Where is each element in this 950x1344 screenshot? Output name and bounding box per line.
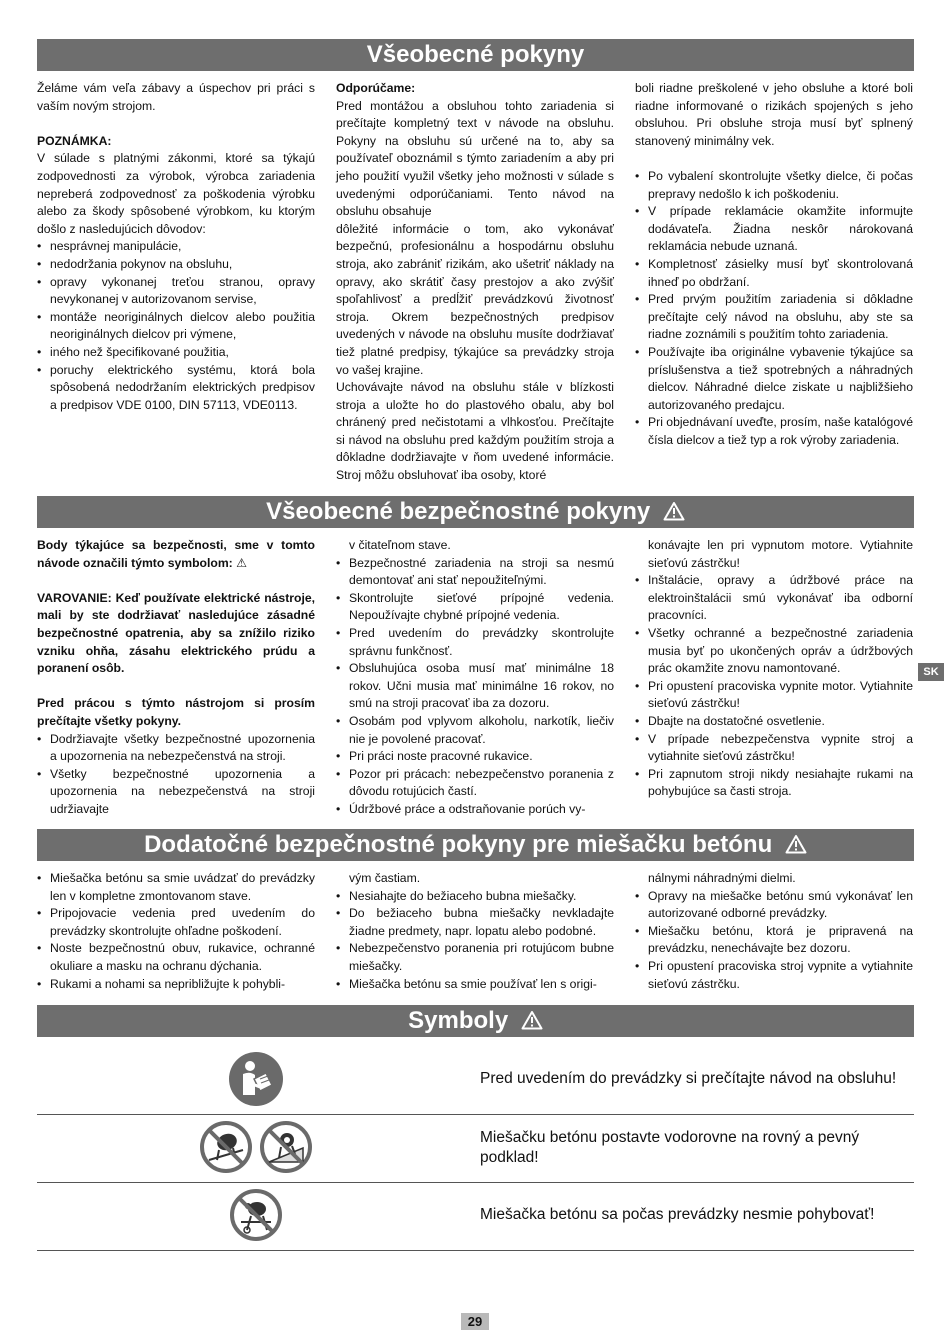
page-number: 29: [461, 1313, 489, 1330]
safety-col2-list: [336, 555, 614, 819]
list-item: • nedodržania pokynov na obsluhu,: [37, 256, 315, 274]
safety-warning-paragraph: VAROVANIE: Keď používate elektrické nástroje, mali by ste dodržiavať nasledujúce zásadné bezpečnostné opatrenia, aby sa znížilo riziko vzniku ohňa, zásahu elektrického prúdu a poranení osôb.: [37, 590, 315, 676]
no-tilted-mixer-icon: [199, 1120, 253, 1174]
warning-triangle-icon: [663, 501, 685, 521]
safety-column-1: [37, 537, 315, 819]
list-item: • Všetky bezpečnostné upozornenia a upozornenia na nebezpečenstvá na stroji udržiavajte: [37, 766, 315, 819]
list-item: • Pri opustení pracoviska vypnite motor. Vytiahnite sieťovú zástrčku!: [635, 678, 913, 713]
recommend-heading: Odporúčame:: [336, 81, 416, 95]
list-item: • Dbajte na dostatočné osvetlenie.: [635, 713, 913, 731]
general-column-3: [635, 80, 913, 449]
list-item: • Pred prvým použitím zariadenia si dôkladne prečítajte celý návod na obsluhu, aby ste sa riadne zoznámili s použitím tohto zariadenia.: [635, 291, 913, 344]
list-item: • opravy vykonanej treťou stranou, opravy nevykonanej v autorizovanom servise,: [37, 274, 315, 309]
section-title-general: Všeobecné pokyny: [37, 39, 914, 71]
note-heading: POZNÁMKA:: [37, 133, 112, 148]
list-item: • Noste bezpečnostnú obuv, rukavice, ochranné okuliare a masku na ochranu dýchania.: [37, 940, 315, 975]
symbol-row-read-manual: [37, 1045, 914, 1115]
list-item: • Pri opustení pracoviska stroj vypnite a vytiahnite sieťovú zástrčku.: [635, 958, 913, 993]
symbol-text-read-manual: Pred uvedením do prevádzky si prečítajte návod na obsluhu!: [480, 1070, 897, 1087]
list-item: • Skontrolujte sieťové prípojné vedenia. Nepoužívajte chybné prípojné vedenia.: [336, 590, 614, 625]
symbol-row-no-moving: [37, 1183, 914, 1251]
list-item: • Údržbové práce a odstraňovanie porúch vy-: [336, 801, 614, 819]
symbol-text-level-ground: Miešačku betónu postavte vodorovne na rovný a pevný podklad!: [480, 1129, 860, 1166]
recommend-paragraph-2: dôležité informácie o tom, ako vykonávať bezpečnú, profesionálnu a hospodárnu obsluhu stroja, ako zabrániť rizikám, ako ušetriť náklady na opravy, ako skrátiť časy prestojov a ako zvýšiť spoľahlivosť a predĺžiť prevádzkovú životnosť stroja. Okrem bezpečnostných predpisov uvedených v návode na obsluhu musíte dodržiavať tiež platné predpisy, týkajúce sa prevádzky stroja vo vašej krajine.: [336, 221, 614, 377]
list-item: • Miešačku betónu, ktorá je pripravená na prevádzku, nenechávajte bez dozoru.: [635, 923, 913, 958]
list-item: • Pozor pri prácach: nebezpečenstvo poranenia z dôvodu rotujúcich častí.: [336, 766, 614, 801]
list-item: • iného než špecifikované použitia,: [37, 344, 315, 362]
safety-column-3: [635, 537, 913, 801]
list-item: • Osobám pod vplyvom alkoholu, narkotík, liečiv nie je povolené pracovať.: [336, 713, 614, 748]
list-item: • Pripojovacie vedenia pred uvedením do prevádzky skontrolujte ohľadne poškodení.: [37, 905, 315, 940]
list-item: • Všetky ochranné a bezpečnostné zariadenia musia byť po ukončených opráv a údržbových prác okamžite znovu namontované.: [635, 625, 913, 678]
safety-read-instructions: Pred prácou s týmto nástrojom si prosím prečítajte všetky pokyny.: [37, 696, 315, 728]
additional-col2-list: [336, 888, 614, 994]
list-item: • Pred uvedením do prevádzky skontrolujte správnu funkčnosť.: [336, 625, 614, 660]
no-moving-mixer-icon: [229, 1188, 283, 1242]
list-item: • Dodržiavajte všetky bezpečnostné upozornenia a upozornenia na nebezpečenstvá na stroji.: [37, 731, 315, 766]
list-item: • V prípade nebezpečenstva vypnite stroj a vytiahnite sieťovú zástrčku!: [635, 731, 913, 766]
recommend-paragraph-1: Pred montážou a obsluhou tohto zariadenia si prečítajte kompletný text v návode na obsluhu. Pokyny na obsluhu sú určené na to, aby sa používateľ oboznámil s týmto zariadením a aby pri jeho použití využil všetky jeho možnosti v súlade s uvedenými odporúčaniami. Tento návod na obsluhu obsahuje: [336, 98, 614, 219]
symbol-text-no-moving: Miešačka betónu sa počas prevádzky nesmie pohybovať!: [480, 1206, 875, 1223]
list-item: • Pri objednávaní uveďte, prosím, naše katalógové čísla dielcov a tiež typ a rok výroby zariadenia.: [635, 414, 913, 449]
general-col3-list: [635, 168, 913, 450]
general-column-1: [37, 80, 315, 414]
list-item: • Miešačka betónu sa smie používať len s origi-: [336, 976, 614, 994]
general-column-2: [336, 80, 614, 485]
language-tab-sk: SK: [918, 663, 944, 681]
additional-col3-continuation: nálnymi náhradnými dielmi.: [648, 871, 796, 885]
recommend-paragraph-3: Uchovávajte návod na obsluhu stále v blízkosti stroja a uložte ho do plastového obalu, aby bol chránený pred nečistotami a vlhkosťou. Prečítajte si návod na obsluhu pred každým použitím stroja a dôkladne dodržiavajte v ňom uvedené informácie. Stroj môžu obsluhovať iba osoby, ktoré: [336, 380, 614, 483]
additional-column-1: [37, 870, 315, 993]
warning-triangle-icon: [521, 1010, 543, 1030]
additional-col1-list: [37, 870, 315, 993]
safety-col3-continuation: konávajte len pri vypnutom motore. Vytiahnite sieťovú zástrčku!: [648, 538, 913, 570]
note-text: V súlade s platnými zákonmi, ktoré sa týkajú zodpovednosti za výrobok, výrobca zariadenia nepreberá zodpovednosť za poškodenia výrobku alebo za škody spôsobené výrobkom, ku ktorým došlo z nasledujúcich dôvodov:: [37, 151, 315, 236]
divider: [37, 1250, 914, 1251]
general-intro: Želáme vám veľa zábavy a úspechov pri práci s vaším novým strojom.: [37, 81, 315, 113]
read-manual-icon: [228, 1051, 284, 1107]
list-item: • Do bežiaceho bubna miešačky nevkladajte žiadne predmety, napr. lopatu alebo podobné.: [336, 905, 614, 940]
additional-column-2: [336, 870, 614, 993]
symbol-row-level-ground: [37, 1115, 914, 1183]
list-item: • Nebezpečenstvo poranenia pri rotujúcom bubne miešačky.: [336, 940, 614, 975]
list-item: • poruchy elektrického systému, ktorá bola spôsobená nedodržaním elektrických predpisov a predpisov VDE 0100, DIN 57113, VDE0113.: [37, 362, 315, 415]
list-item: • Opravy na miešačke betónu smú vykonávať len autorizované odborné prevádzky.: [635, 888, 913, 923]
list-item: • Používajte iba originálne vybavenie týkajúce sa príslušenstva a tiež spotrebných a náhradných dielcov. Náhradné dielce ziskate u najbližšieho autorizovaného predajcu.: [635, 344, 913, 414]
list-item: • Rukami a nohami sa nepribližujte k pohybli-: [37, 976, 315, 994]
list-item: • Bezpečnostné zariadenia na stroji sa nesmú demontovať ani stať nepoužiteľnými.: [336, 555, 614, 590]
safety-column-2: [336, 537, 614, 819]
note-list: [37, 238, 315, 414]
list-item: • Pri zapnutom stroji nikdy nesiahajte rukami na pohybujúce sa časti stroja.: [635, 766, 913, 801]
general-col3-paragraph: boli riadne preškolené v jeho obsluhe a ktoré boli riadne informované o rizikách spojených s jeho obsluhou. Pri obsluhe stroja musí byť splnený stanovený minimálny vek.: [635, 81, 913, 148]
section-title-symbols: Symboly: [37, 1005, 914, 1037]
list-item: • nesprávnej manipulácie,: [37, 238, 315, 256]
section-title-additional: Dodatočné bezpečnostné pokyny pre miešačku betónu: [37, 829, 914, 861]
safety-col1-list: [37, 731, 315, 819]
warning-triangle-icon: [785, 834, 807, 854]
list-item: • Kompletnosť zásielky musí byť skontrolovaná ihneď po obdržaní.: [635, 256, 913, 291]
no-slope-mixer-icon: [259, 1120, 313, 1174]
safety-col3-list: [635, 572, 913, 801]
list-item: • Nesiahajte do bežiaceho bubna miešačky.: [336, 888, 614, 906]
list-item: • Inštalácie, opravy a údržbové práce na elektroinštalácii smú vykonávať iba odborní pracovníci.: [635, 572, 913, 625]
additional-column-3: [635, 870, 913, 993]
list-item: • Pri práci noste pracovné rukavice.: [336, 748, 614, 766]
list-item: • V prípade reklamácie okamžite informujte dodávateľa. Žiadna neskôr nárokovaná reklamácia nebude uznaná.: [635, 203, 913, 256]
section-title-safety: Všeobecné bezpečnostné pokyny: [37, 496, 914, 528]
list-item: • Obsluhujúca osoba musí mať minimálne 18 rokov. Učni musia mať minimálne 16 rokov, no smú na stroji pracovať iba za dozoru.: [336, 660, 614, 713]
list-item: • montáže neoriginálnych dielcov alebo použitia neoriginálnych dielcov pri výmene,: [37, 309, 315, 344]
safety-symbol-note: Body týkajúce sa bezpečnosti, sme v tomto návode označili týmto symbolom: ⚠: [37, 538, 315, 570]
additional-col2-continuation: vým častiam.: [349, 871, 421, 885]
additional-col3-list: [635, 888, 913, 994]
safety-col2-continuation: v čitateľnom stave.: [349, 538, 451, 552]
list-item: • Po vybalení skontrolujte všetky dielce, či počas prepravy nedošlo k ich poškodeniu.: [635, 168, 913, 203]
list-item: • Miešačka betónu sa smie uvádzať do prevádzky len v kompletne zmontovanom stave.: [37, 870, 315, 905]
